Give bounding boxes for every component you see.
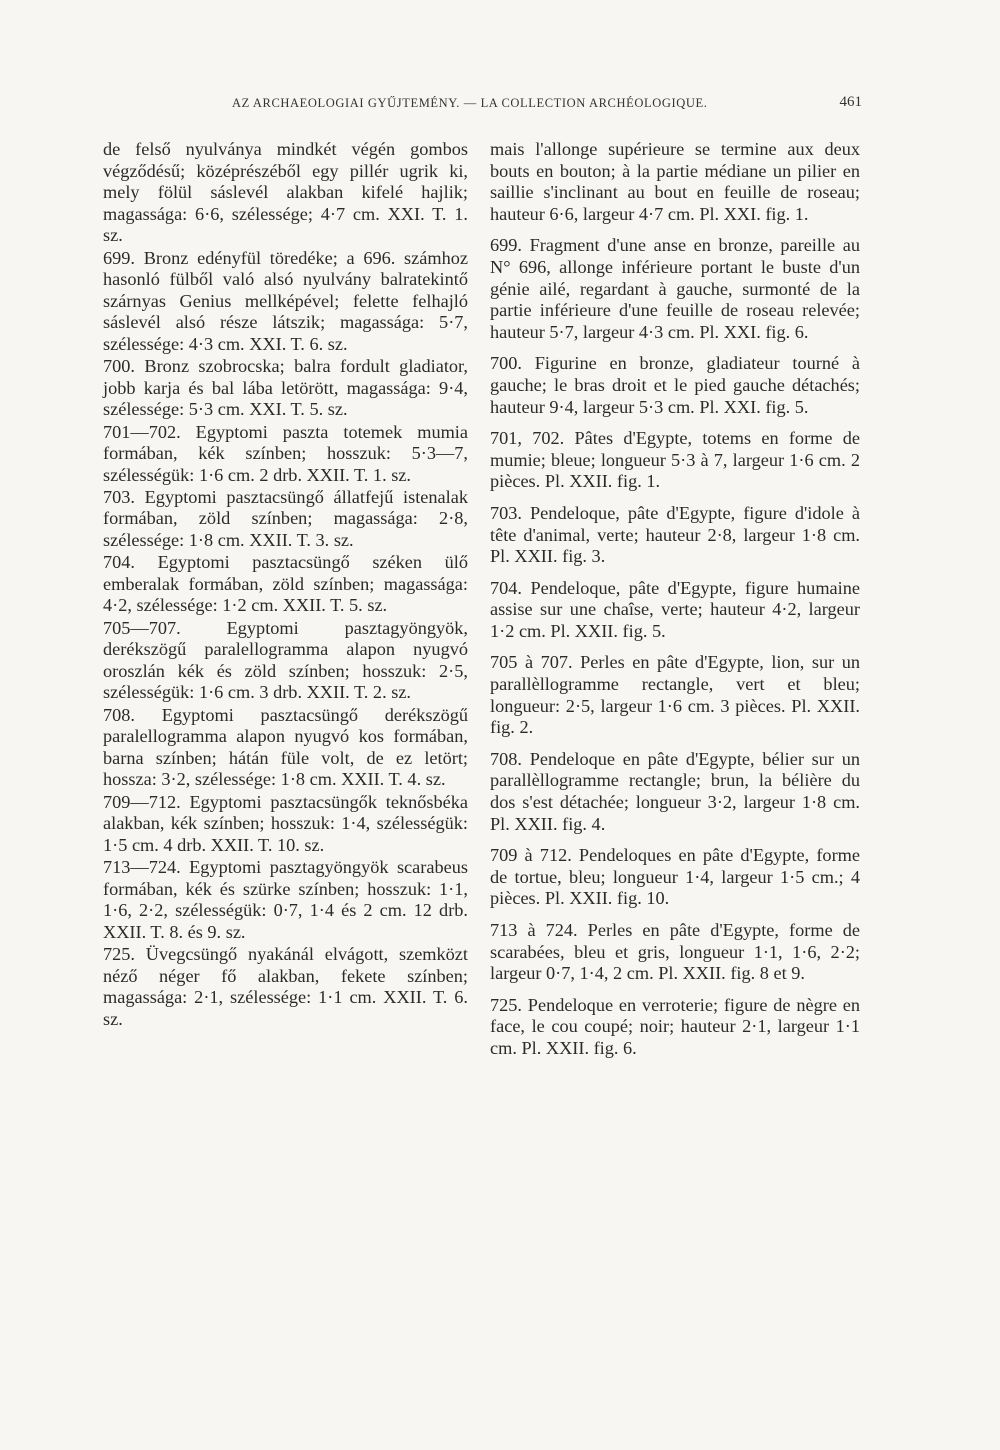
entry-hu-701-702: 701—702. Egyptomi paszta totemek mumia formában, kék színben; hosszuk: 5·3—7, szélességük: 1·6 cm. 2 drb. XXII. T. 1. sz. <box>103 421 468 485</box>
entry-hu-continuation: de felső nyulványa mindkét végén gombos végződésű; középrészéből egy pillér ugrik ki, mely fölül sáslevél alakban kifelé hajlik; magassága: 6·6, szélessége; 4·7 cm. XXI. T. 1. sz. <box>103 139 468 246</box>
entry-fr-continuation: mais l'allonge supérieure se termine aux deux bouts en bouton; à la partie médiane un pilier en saillie s'inclinant au bout en feuille de roseau; hauteur 6·6, largeur 4·7 cm. Pl. XXI. fig. 1. <box>490 139 860 224</box>
entry-hu-704: 704. Egyptomi pasztacsüngő széken ülő emberalak formában, zöld színben; magassága: 4·2, szélessége: 1·2 cm. XXII. T. 5. sz. <box>103 552 468 616</box>
entry-fr-725: 725. Pendeloque en verroterie; figure de nègre en face, le cou coupé; noir; hauteur 2·1, largeur 1·1 cm. Pl. XXII. fig. 6. <box>490 994 860 1058</box>
entry-fr-703: 703. Pendeloque, pâte d'Egypte, figure d'idole à tête d'animal, verte; hauteur 2·8, largeur 1·8 cm. Pl. XXII. fig. 3. <box>490 502 860 567</box>
entry-hu-703: 703. Egyptomi pasztacsüngő állatfejű istenalak formában, zöld színben; magassága: 2·8, szélessége: 1·8 cm. XXII. T. 3. sz. <box>103 486 468 551</box>
entry-fr-699: 699. Fragment d'une anse en bronze, pareille au N° 696, allonge inférieure portant le buste d'un génie ailé, regardant à gauche, surmonté de la partie inférieure d'une feuille de roseau relevée; hauteur 5·7, largeur 4·3 cm. Pl. XXI. fig. 6. <box>490 235 860 342</box>
entry-hu-708: 708. Egyptomi pasztacsüngő derékszögű paralellogramma alapon nyugvó kos formában, barna színben; hátán füle volt, de ez letört; hossza: 3·2, szélessége: 1·8 cm. XXII. T. 4. sz. <box>103 704 468 790</box>
entry-fr-701-702: 701, 702. Pâtes d'Egypte, totems en forme de mumie; bleue; longueur 5·3 à 7, largeur 1·6 cm. 2 pièces. Pl. XXII. fig. 1. <box>490 428 860 492</box>
entry-fr-709-712: 709 à 712. Pendeloques en pâte d'Egypte, forme de tortue, bleu; longueur 1·4, largeur 1·5 cm.; 4 pièces. Pl. XXII. fig. 10. <box>490 845 860 909</box>
french-column <box>490 139 860 1070</box>
running-title: AZ ARCHAEOLOGIAI GYŰJTEMÉNY. — LA COLLECTION ARCHÉOLOGIQUE. <box>232 96 708 110</box>
entry-fr-708: 708. Pendeloque en pâte d'Egypte, bélier sur un parallèllogramme rectangle; brun, la bélière du dos s'est détachée; longueur 3·2, largeur 1·8 cm. Pl. XXII. fig. 4. <box>490 748 860 834</box>
entry-hu-699: 699. Bronz edényfül töredéke; a 696. számhoz hasonló fülből való alsó nyulvány balratekintő szárnyas Genius mellképével; felette felhajló sáslevél alsó része látszik; magassága: 5·7, szélessége: 4·3 cm. XXI. T. 6. sz. <box>103 247 468 354</box>
entry-fr-704: 704. Pendeloque, pâte d'Egypte, figure humaine assise sur une chaîse, verte; hauteur 4·2, largeur 1·2 cm. Pl. XXII. fig. 5. <box>490 577 860 641</box>
entry-fr-713-724: 713 à 724. Perles en pâte d'Egypte, forme de scarabées, bleu et gris, longueur 1·1, 1·6, 2·2; largeur 0·7, 1·4, 2 cm. Pl. XXII. fig. 8 et 9. <box>490 920 860 984</box>
entry-hu-725: 725. Üvegcsüngő nyakánál elvágott, szemközt néző néger fő alakban, fekete színben; magassága: 2·1, szélessége: 1·1 cm. XXII. T. 6. sz. <box>103 943 468 1029</box>
entry-hu-709-712: 709—712. Egyptomi pasztacsüngők teknősbéka alakban, kék színben; hosszuk: 1·4, szélességük: 1·5 cm. 4 drb. XXII. T. 10. sz. <box>103 791 468 855</box>
entry-hu-705-707: 705—707. Egyptomi pasztagyöngyök, derékszögű paralellogramma alapon nyugvó oroszlán kék és zöld színben; hosszuk: 2·5, szélességük: 1·6 cm. 3 drb. XXII. T. 2. sz. <box>103 617 468 703</box>
page-number: 461 <box>839 94 862 110</box>
entry-hu-713-724: 713—724. Egyptomi pasztagyöngyök scarabeus formában, kék és szürke színben; hosszuk: 1·1, 1·6, 2·2, szélességük: 0·7, 1·4 és 2 cm. 12 drb. XXII. T. 8. és 9. sz. <box>103 856 468 942</box>
entry-fr-700: 700. Figurine en bronze, gladiateur tourné à gauche; le bras droit et le pied gauche détachés; hauteur 9·4, largeur 5·3 cm. Pl. XXI. fig. 5. <box>490 353 860 417</box>
entry-hu-700: 700. Bronz szobrocska; balra fordult gladiator, jobb karja és bal lába letörött, magassága: 9·4, szélessége: 5·3 cm. XXI. T. 5. sz. <box>103 356 468 420</box>
hungarian-column <box>103 139 468 1031</box>
entry-fr-705-707: 705 à 707. Perles en pâte d'Egypte, lion, sur un parallèllogramme rectangle, vert et bleu; longueur: 2·5, largeur 1·6 cm. 3 pièces. Pl. XXII. fig. 2. <box>490 652 860 738</box>
running-header <box>232 96 862 111</box>
